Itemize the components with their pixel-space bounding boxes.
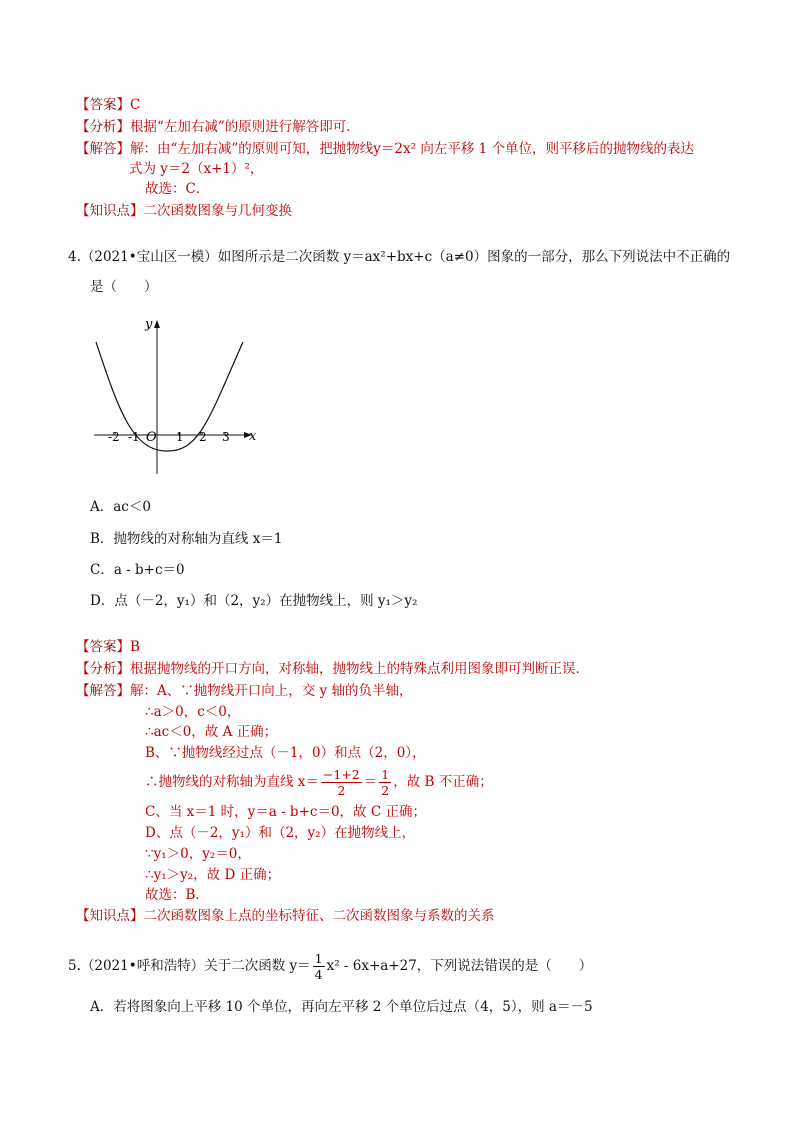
q4-answer: B bbox=[130, 639, 140, 655]
y-axis-arrow bbox=[154, 320, 160, 328]
q4-solution-line-6: C、当 x＝1 时，y＝a - b+c＝0，故 C 正确； bbox=[145, 804, 426, 820]
tick-label-neg2: -2 bbox=[108, 430, 120, 444]
fraction-half: $\frac{1}{2}$ bbox=[381, 767, 390, 798]
parabola-graph bbox=[88, 308, 258, 480]
q4-solution-line-3: ∴ac＜0，故 A 正确； bbox=[145, 724, 278, 740]
fraction-quarter: $\frac{1}{4}$ bbox=[314, 951, 323, 982]
q3-answer-line bbox=[76, 96, 140, 114]
q4-solution-line-1 bbox=[76, 682, 412, 700]
q4-option-c: C．a - b+c＝0 bbox=[90, 562, 185, 578]
analysis-tag: 【分析】 bbox=[76, 661, 130, 677]
y-axis-label: y bbox=[145, 317, 153, 332]
q3-analysis: 根据“左加右减”的原则进行解答即可． bbox=[130, 119, 360, 135]
q4-option-d: D．点（－2，y₁）和（2，y₂）在抛物线上，则 y₁＞y₂ bbox=[90, 593, 418, 609]
q3-analysis-line bbox=[76, 118, 360, 136]
analysis-tag: 【分析】 bbox=[76, 119, 130, 135]
q4-stem-line-1: 4.（2021•宝山区一模）如图所示是二次函数 y＝ax²+bx+c（a≠0）图象的一部分，那么下列说法中不正确的 bbox=[68, 249, 731, 265]
x-axis-label: x bbox=[249, 429, 257, 444]
solution-tag: 【解答】 bbox=[76, 683, 130, 699]
origin-label: O bbox=[146, 430, 157, 445]
q4-option-a: A．ac＜0 bbox=[90, 499, 151, 515]
q4-stem-line-2: 是（ ） bbox=[90, 279, 158, 295]
q4-analysis-line bbox=[76, 660, 589, 678]
tick-label-neg1: -1 bbox=[128, 430, 140, 444]
q3-knowledge: 二次函数图象与几何变换 bbox=[143, 203, 292, 219]
q4-solution-line-9: ∴y₁＞y₂，故 D 正确； bbox=[145, 867, 281, 883]
q3-solution-line-2: 式为 y＝2（x+1）²， bbox=[129, 161, 264, 177]
answer-tag: 【答案】 bbox=[76, 97, 130, 113]
solution-tag: 【解答】 bbox=[76, 141, 130, 157]
q4-solution-line-7: D、点（－2，y₁）和（2，y₂）在抛物线上， bbox=[145, 825, 416, 841]
q4-solution-line-4: B、∵抛物线经过点（－1，0）和点（2，0）， bbox=[145, 745, 426, 761]
knowledge-tag: 【知识点】 bbox=[76, 203, 144, 219]
answer-tag: 【答案】 bbox=[76, 639, 130, 655]
knowledge-tag: 【知识点】 bbox=[76, 908, 144, 924]
q4-solution-line-10: 故选：B． bbox=[145, 887, 209, 903]
q4-knowledge-line bbox=[76, 907, 495, 925]
q4-analysis: 根据抛物线的开口方向，对称轴，抛物线上的特殊点利用图象即可判断正误． bbox=[130, 661, 589, 677]
q3-knowledge-line bbox=[76, 202, 292, 220]
q5-option-a: A．若将图象向上平移 10 个单位，再向左平移 2 个单位后过点（4，5），则 a＝－5 bbox=[90, 999, 593, 1015]
q4-knowledge: 二次函数图象上点的坐标特征、二次函数图象与系数的关系 bbox=[143, 908, 495, 924]
q3-solution-line-1 bbox=[76, 140, 694, 158]
q3-solution-line-3: 故选：C． bbox=[145, 181, 210, 197]
q4-answer-line bbox=[76, 638, 140, 656]
fraction-axis: $\frac{-1+2}{2}$ bbox=[322, 767, 360, 798]
q3-answer: C bbox=[130, 97, 141, 113]
q4-option-b: B．抛物线的对称轴为直线 x＝1 bbox=[90, 531, 283, 547]
tick-label-3: 3 bbox=[222, 430, 230, 444]
q4-solution-line-5: ∴抛物线的对称轴为直线 x＝ $\frac{-1+2}{2}$ ＝ $\frac{1}{2}$ ，故 B 不正确； bbox=[145, 767, 493, 798]
tick-label-1: 1 bbox=[176, 430, 184, 444]
q4-solution-line-8: ∵y₁＞0，y₂＝0， bbox=[145, 846, 251, 862]
q4-solution-1: 解：A、∵抛物线开口向上，交 y 轴的负半轴， bbox=[130, 683, 413, 699]
q3-solution-1: 解：由“左加右减”的原则可知，把抛物线y＝2x² 向左平移 1 个单位，则平移后的抛物线的表达 bbox=[130, 141, 695, 157]
q5-stem: 5.（2021•呼和浩特）关于二次函数 y＝ $\frac{1}{4}$ x² - 6x+a+27，下列说法错误的是（ ） bbox=[68, 951, 593, 982]
q4-solution-line-2: ∴a＞0，c＜0， bbox=[145, 704, 241, 720]
tick-label-2: 2 bbox=[199, 430, 207, 444]
